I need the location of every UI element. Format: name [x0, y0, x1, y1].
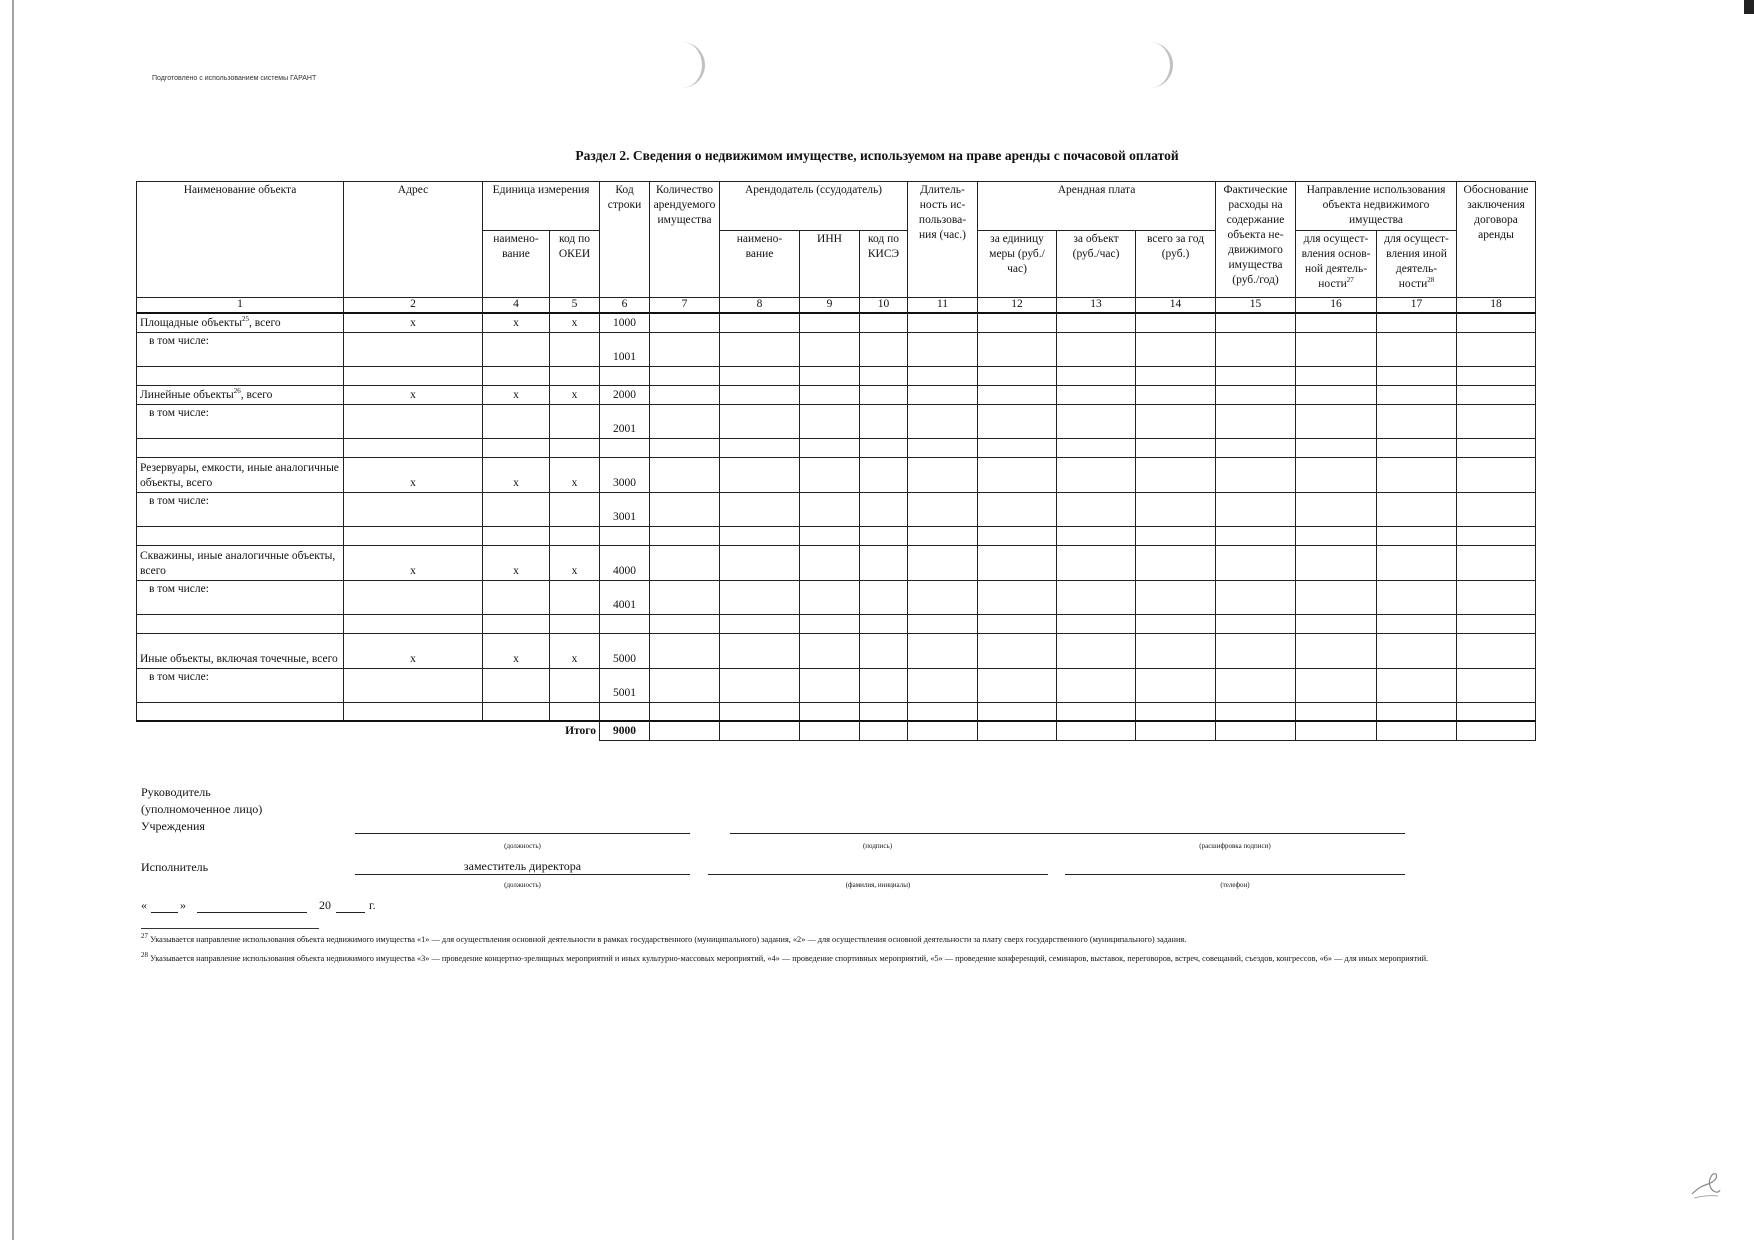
row-name-suffix: , всего [240, 388, 273, 401]
table-row [137, 702, 1536, 721]
col-header-address: Адрес [344, 182, 483, 298]
table-row [137, 633, 1536, 668]
table-row [137, 526, 1536, 545]
total-label: Итого [137, 721, 600, 740]
executor-position-line[interactable] [355, 874, 690, 875]
col-header-lessor-name: наимено-вание [720, 231, 800, 298]
head-signature-line[interactable] [730, 833, 1405, 834]
row-name-text: Линейные объекты [140, 388, 234, 401]
footnote-ref-27: 27 [1346, 276, 1354, 285]
column-number: 16 [1296, 298, 1377, 314]
col-header-unit-okei: код по ОКЕИ [550, 231, 600, 298]
row-code: 1000 [600, 313, 650, 332]
date-year-line[interactable] [336, 912, 365, 913]
scan-corner-mark [1744, 0, 1754, 14]
column-number: 6 [600, 298, 650, 314]
footnote-ref-28: 28 [1427, 276, 1435, 285]
row-okei: x [550, 313, 600, 332]
head-label-line2: (уполномоченное лицо) [141, 802, 263, 816]
row-unit-name: x [483, 457, 550, 492]
col-header-duration: Длитель-ность ис-пользова-ния (час.) [908, 182, 978, 298]
row-address: x [344, 633, 483, 668]
table-row [137, 545, 1536, 580]
table-row [137, 492, 1536, 526]
date-month-line[interactable] [197, 912, 307, 913]
caption-fio: (фамилия, инициалы) [845, 881, 911, 889]
column-number: 5 [550, 298, 600, 314]
direction-main-text: для осущест-вления основ-ной деятель-ности [1301, 233, 1371, 290]
row-sub-code: 1001 [600, 332, 650, 366]
column-number: 8 [720, 298, 800, 314]
total-row [137, 721, 1536, 740]
col-header-unit: Единица измерения [483, 182, 600, 231]
column-number: 13 [1057, 298, 1136, 314]
col-header-rent: Арендная плата [978, 182, 1216, 231]
col-header-direction: Направление использования объекта недвижимого имущества [1296, 182, 1457, 231]
footnote-rule [141, 928, 319, 929]
table-row [137, 385, 1536, 404]
date-suffix: г. [369, 898, 376, 912]
table-row [137, 313, 1536, 332]
row-code: 2000 [600, 385, 650, 404]
date-year-prefix: 20 [319, 898, 331, 912]
table-row [137, 457, 1536, 492]
column-number: 10 [860, 298, 908, 314]
table-row [137, 614, 1536, 633]
row-okei: x [550, 385, 600, 404]
footnote-text: Указывается направление использования объекта недвижимого имущества «3» — проведение концертно-зрелищных мероприятий и иных культурно-массовых мероприятий, «4» — проведение спортивных мероприятий, «5» — проведение конференций, семинаров, выставок, переговоров, встреч, совещаний, съездов, конгрессов, «6» — для иных мероприятий. [150, 954, 1429, 963]
column-number: 18 [1457, 298, 1536, 314]
table-row [137, 438, 1536, 457]
caption-position: (должность) [504, 842, 541, 850]
footnote-ref: 25 [242, 314, 250, 323]
scan-edge [12, 0, 14, 1240]
row-sub-label: в том числе: [137, 404, 344, 438]
direction-other-text: для осущест-вления иной деятель-ности [1384, 233, 1449, 290]
row-name [137, 385, 344, 404]
binder-hole-mark [1140, 42, 1173, 88]
col-header-rent-per-unit: за единицу меры (руб./час) [978, 231, 1057, 298]
row-name: Иные объекты, включая точечные, всего [137, 633, 344, 668]
column-number: 7 [650, 298, 720, 314]
handwritten-initial-mark [1688, 1168, 1722, 1202]
footnote-text: Указывается направление использования объекта недвижимого имущества «1» — для осуществления основной деятельности в рамках государственного (муниципального) задания, «2» — для осуществления основной деятельности за плату сверх государственного (муниципального) задания. [150, 935, 1187, 944]
row-sub-label: в том числе: [137, 492, 344, 526]
col-header-actual-costs: Фактические расходы на содержание объекта не-движимого имущества (руб./год) [1216, 182, 1296, 298]
row-unit-name: x [483, 385, 550, 404]
col-header-quantity: Количество арендуемого имущества [650, 182, 720, 298]
executor-phone-line[interactable] [1065, 874, 1405, 875]
row-sub-label: в том числе: [137, 580, 344, 614]
date-open-quote: « [141, 898, 147, 912]
total-code: 9000 [600, 721, 650, 740]
row-okei: x [550, 545, 600, 580]
column-number: 2 [344, 298, 483, 314]
row-name: Скважины, иные аналогичные объекты, всего [137, 545, 344, 580]
column-number: 12 [978, 298, 1057, 314]
table-row [137, 580, 1536, 614]
executor-name-line[interactable] [708, 874, 1048, 875]
col-header-lessor: Арендодатель (ссудодатель) [720, 182, 908, 231]
column-number: 1 [137, 298, 344, 314]
section-title: Раздел 2. Сведения о недвижимом имуществе, используемом на праве аренды с почасовой оплатой [575, 148, 1179, 163]
executor-position-value: заместитель директора [463, 859, 582, 873]
date-day-line[interactable] [151, 912, 178, 913]
footnote-mark: 27 [141, 932, 148, 941]
table-row [137, 404, 1536, 438]
col-header-basis: Обоснование заключения договора аренды [1457, 182, 1536, 298]
row-sub-label: в том числе: [137, 332, 344, 366]
column-number: 14 [1136, 298, 1216, 314]
col-header-rent-per-object: за объект (руб./час) [1057, 231, 1136, 298]
head-label-line3: Учреждения [141, 819, 205, 833]
col-header-rent-year: всего за год (руб.) [1136, 231, 1216, 298]
col-header-lessor-inn: ИНН [800, 231, 860, 298]
footnote-mark: 28 [141, 951, 148, 960]
row-code: 3000 [600, 457, 650, 492]
col-header-lessor-kise: код по КИСЭ [860, 231, 908, 298]
row-okei: x [550, 457, 600, 492]
binder-hole-mark [672, 42, 705, 88]
caption-signature: (подпись) [862, 842, 893, 850]
row-sub-code: 5001 [600, 668, 650, 702]
row-code: 5000 [600, 633, 650, 668]
table-row [137, 668, 1536, 702]
caption-decode: (расшифровка подписи) [1199, 842, 1271, 850]
col-header-direction-main [1296, 231, 1377, 298]
row-sub-code: 2001 [600, 404, 650, 438]
row-address: x [344, 313, 483, 332]
col-header-unit-name: наимено-вание [483, 231, 550, 298]
row-code: 4000 [600, 545, 650, 580]
row-sub-code: 3001 [600, 492, 650, 526]
column-number: 17 [1377, 298, 1457, 314]
col-header-direction-other [1377, 231, 1457, 298]
column-number: 4 [483, 298, 550, 314]
row-address: x [344, 545, 483, 580]
row-unit-name: x [483, 545, 550, 580]
row-okei: x [550, 633, 600, 668]
head-label-line1: Руководитель [141, 785, 211, 799]
row-name-suffix: , всего [249, 316, 281, 329]
column-number: 11 [908, 298, 978, 314]
caption-position2: (должность) [504, 881, 541, 889]
executor-label: Исполнитель [141, 860, 209, 874]
row-sub-label: в том числе: [137, 668, 344, 702]
table-row [137, 366, 1536, 385]
table-row [137, 332, 1536, 366]
row-address: x [344, 385, 483, 404]
column-number-row [137, 298, 1536, 314]
row-address: x [344, 457, 483, 492]
footnote-27 [141, 933, 1541, 946]
row-unit-name: x [483, 313, 550, 332]
footnote-28 [141, 952, 1541, 965]
header-note: Подготовлено с использованием системы ГАРАНТ [152, 75, 317, 82]
row-sub-code: 4001 [600, 580, 650, 614]
column-number: 15 [1216, 298, 1296, 314]
head-position-line[interactable] [355, 833, 690, 834]
row-unit-name: x [483, 633, 550, 668]
row-name-text: Площадные объекты [140, 316, 243, 329]
property-table [136, 181, 1536, 741]
date-close-quote: » [180, 898, 186, 912]
row-name: Резервуары, емкости, иные аналогичные объекты, всего [137, 457, 344, 492]
column-number: 9 [800, 298, 860, 314]
col-header-name: Наименование объекта [137, 182, 344, 298]
col-header-row-code: Код строки [600, 182, 650, 298]
row-name [137, 313, 344, 332]
footnote-ref: 26 [233, 386, 241, 395]
caption-phone: (телефон) [1220, 881, 1250, 889]
